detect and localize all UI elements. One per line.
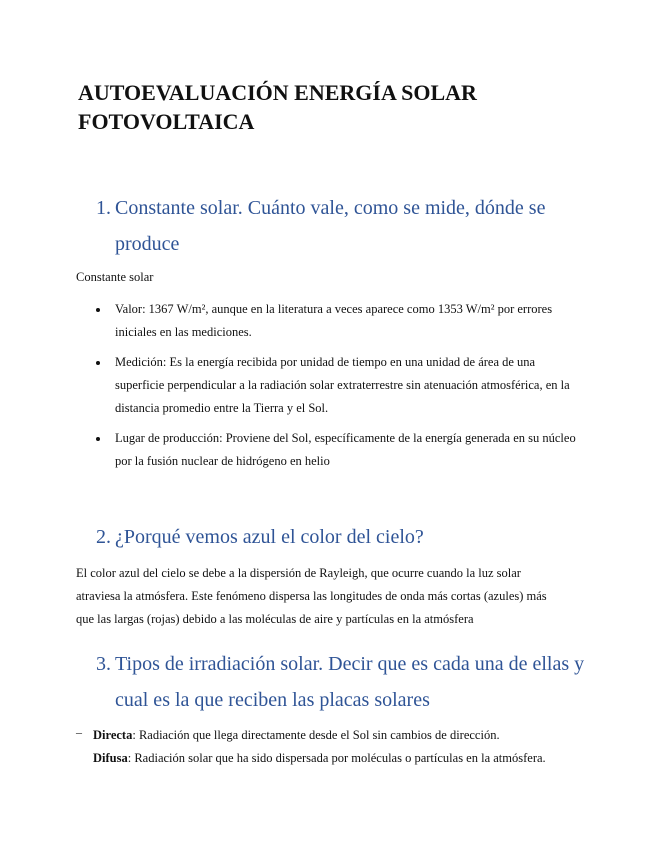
bullet-dot-icon [96,308,100,312]
section-2-paragraph: El color azul del cielo se debe a la dispersión de Rayleigh, que ocurre cuando la luz solar atraviesa la atmósfera. Este fenómeno dispersa las longitudes de onda más cortas (azules) más que las largas (rojas) debido a las moléculas de aire y partículas en la atmósfera [76,566,547,626]
definition-item-difusa [76,747,576,770]
bullet-text: Valor: 1367 W/m², aunque en la literatura a veces aparece como 1353 W/m² por errores iniciales en las mediciones. [115,302,553,339]
bullet-text: Medición: Es la energía recibida por unidad de tiempo en una unidad de área de una superficie perpendicular a la radiación solar extraterrestre sin atenuación atmosférica, en la distancia promedio entre la Tierra y el Sol. [115,355,570,415]
definition-item-directa [76,724,576,747]
bullet-item [96,298,576,344]
definition-term: Difusa [93,751,128,765]
section-2-title: ¿Porqué vemos azul el color del cielo? [115,526,424,548]
section-1-bullet-list [96,298,576,480]
section-1-number: 1. [96,197,111,219]
bullet-item [96,351,576,420]
section-2-number: 2. [96,526,111,548]
bullet-item [96,427,576,473]
definition-text: : Radiación que llega directamente desde el Sol sin cambios de dirección. [132,728,500,742]
bullet-dot-icon [96,361,100,365]
definition-term: Directa [93,728,133,742]
section-3-definition-list [76,724,576,770]
document-title: AUTOEVALUACIÓN ENERGÍA SOLAR FOTOVOLTAICA [78,80,477,134]
definition-text: : Radiación solar que ha sido dispersada por moléculas o partículas en la atmósfera. [127,751,546,765]
section-1-label: Constante solar [76,270,154,284]
dash-marker: – [76,725,82,739]
bullet-dot-icon [96,437,100,441]
section-1-title: Constante solar. Cuánto vale, como se mide, dónde se produce [115,197,546,255]
bullet-text: Lugar de producción: Proviene del Sol, específicamente de la energía generada en su núcleo por la fusión nuclear de hidrógeno en helio [115,431,576,468]
section-3-title: Tipos de irradiación solar. Decir que es cada una de ellas y cual es la que reciben las placas solares [115,653,585,711]
section-3-number: 3. [96,653,111,675]
